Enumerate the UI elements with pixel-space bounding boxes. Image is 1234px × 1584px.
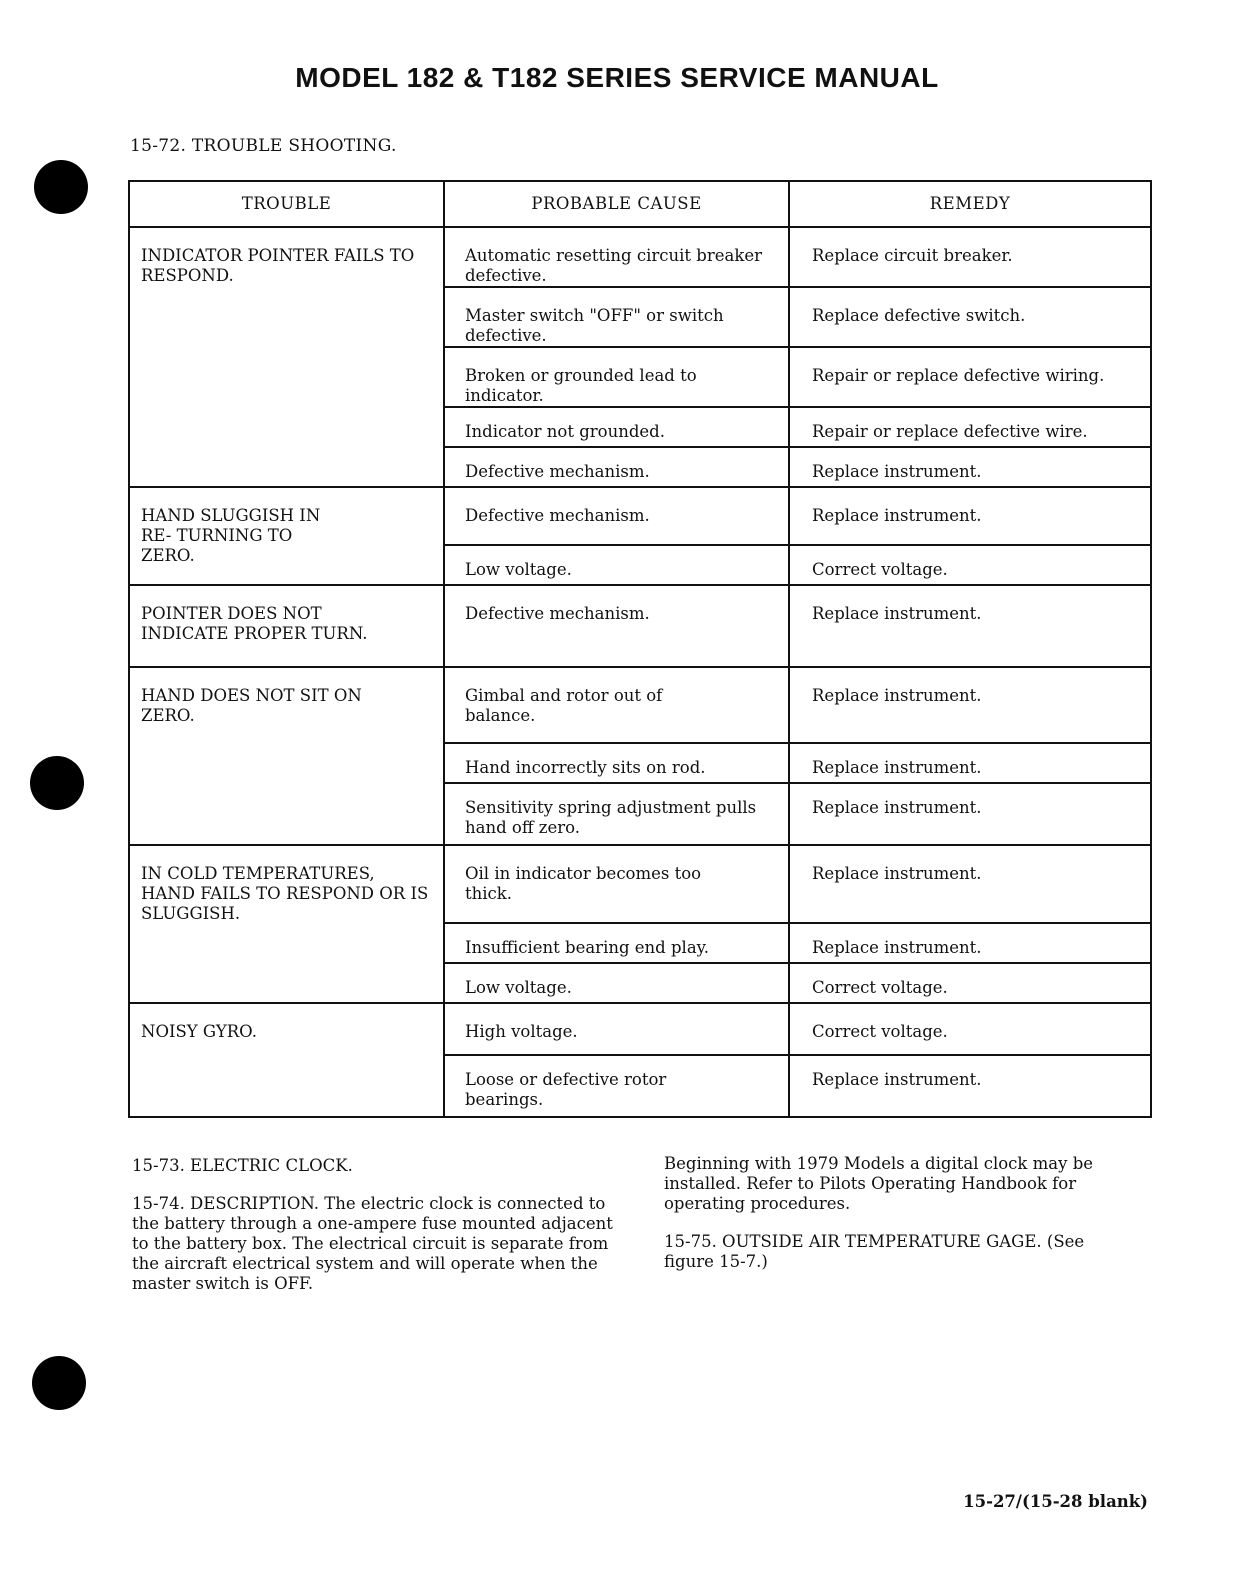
remedy-cell: Replace instrument. <box>789 487 1151 545</box>
trouble-cell: INDICATOR POINTER FAILS TO RESPOND. <box>129 227 444 487</box>
page-title: MODEL 182 & T182 SERIES SERVICE MANUAL <box>295 62 939 93</box>
cause-cell: Defective mechanism. <box>444 487 789 545</box>
section-heading-outside-air-temp: 15-75. OUTSIDE AIR TEMPERATURE GAGE. (See figure 15-7.) <box>664 1232 1085 1271</box>
trouble-cell: HAND SLUGGISH IN RE- TURNING TO ZERO. <box>129 487 444 585</box>
remedy-cell: Replace instrument. <box>789 447 1151 487</box>
cause-cell: Indicator not grounded. <box>444 407 789 447</box>
remedy-cell: Replace defective switch. <box>789 287 1151 347</box>
remedy-cell: Replace instrument. <box>789 783 1151 845</box>
cause-cell: Hand incorrectly sits on rod. <box>444 743 789 783</box>
cause-cell: Loose or defective rotor bearings. <box>444 1055 789 1117</box>
cause-cell: Oil in indicator becomes too thick. <box>444 845 789 923</box>
table-row <box>129 585 1151 667</box>
binder-hole-top <box>34 160 88 214</box>
table-row <box>129 845 1151 923</box>
trouble-shooting-table <box>128 180 1152 1118</box>
trouble-cell: IN COLD TEMPERATURES, HAND FAILS TO RESPOND OR IS SLUGGISH. <box>129 845 444 1003</box>
cause-cell: Defective mechanism. <box>444 447 789 487</box>
trouble-cell: HAND DOES NOT SIT ON ZERO. <box>129 667 444 845</box>
column-header-remedy: REMEDY <box>789 181 1151 227</box>
binder-hole-middle <box>30 756 84 810</box>
trouble-cell: NOISY GYRO. <box>129 1003 444 1117</box>
remedy-cell: Replace circuit breaker. <box>789 227 1151 287</box>
trouble-cell: POINTER DOES NOT INDICATE PROPER TURN. <box>129 585 444 667</box>
body-left-column <box>132 1156 614 1312</box>
binder-hole-bottom <box>32 1356 86 1410</box>
cause-cell: Sensitivity spring adjustment pulls hand off zero. <box>444 783 789 845</box>
remedy-cell: Replace instrument. <box>789 585 1151 667</box>
cause-cell: High voltage. <box>444 1003 789 1055</box>
remedy-cell: Replace instrument. <box>789 923 1151 963</box>
cause-cell: Master switch "OFF" or switch defective. <box>444 287 789 347</box>
remedy-cell: Replace instrument. <box>789 1055 1151 1117</box>
remedy-cell: Correct voltage. <box>789 1003 1151 1055</box>
cause-cell: Low voltage. <box>444 545 789 585</box>
remedy-cell: Correct voltage. <box>789 963 1151 1003</box>
table-row <box>129 227 1151 287</box>
section-heading-electric-clock: 15-73. ELECTRIC CLOCK. <box>132 1156 353 1175</box>
remedy-cell: Repair or replace defective wire. <box>789 407 1151 447</box>
body-right-column <box>664 1154 1134 1290</box>
table-header-row <box>129 181 1151 227</box>
cause-cell: Insufficient bearing end play. <box>444 923 789 963</box>
page-number: 15-27/(15-28 blank) <box>963 1492 1148 1511</box>
remedy-cell: Replace instrument. <box>789 845 1151 923</box>
table-row <box>129 487 1151 545</box>
cause-cell: Defective mechanism. <box>444 585 789 667</box>
cause-cell: Low voltage. <box>444 963 789 1003</box>
table-row <box>129 667 1151 743</box>
column-header-trouble: TROUBLE <box>129 181 444 227</box>
column-header-probable-cause: PROBABLE CAUSE <box>444 181 789 227</box>
cause-cell: Gimbal and rotor out of balance. <box>444 667 789 743</box>
paragraph-description: 15-74. DESCRIPTION. The electric clock is connected to the battery through a one-ampere fuse mounted adjacent to the battery box. The electrical circuit is separate from the aircraft electrical system and will operate when the master switch is OFF. <box>132 1194 613 1293</box>
remedy-cell: Repair or replace defective wiring. <box>789 347 1151 407</box>
remedy-cell: Replace instrument. <box>789 667 1151 743</box>
section-heading: 15-72. TROUBLE SHOOTING. <box>130 136 397 156</box>
remedy-cell: Correct voltage. <box>789 545 1151 585</box>
paragraph-digital-clock: Beginning with 1979 Models a digital clock may be installed. Refer to Pilots Operating Handbook for operating procedures. <box>664 1154 1094 1213</box>
cause-cell: Broken or grounded lead to indicator. <box>444 347 789 407</box>
table-row <box>129 1003 1151 1055</box>
remedy-cell: Replace instrument. <box>789 743 1151 783</box>
cause-cell: Automatic resetting circuit breaker defective. <box>444 227 789 287</box>
